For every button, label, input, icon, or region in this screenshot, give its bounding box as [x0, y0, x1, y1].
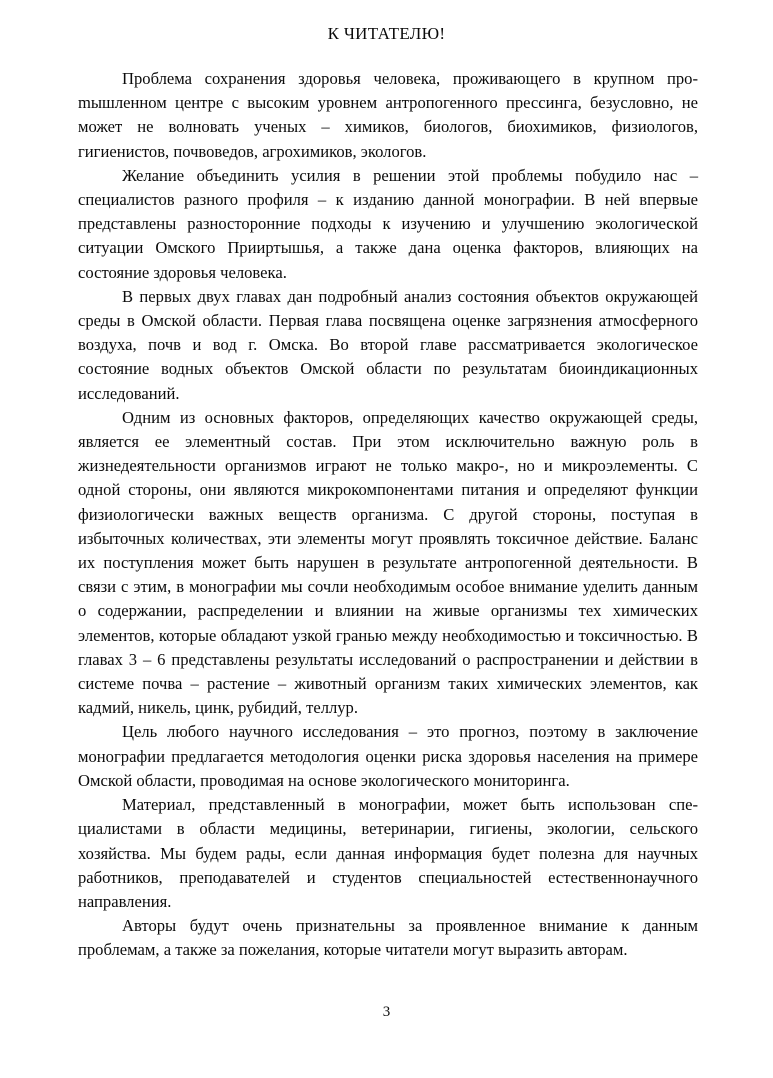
page-title: К ЧИТАТЕЛЮ!: [327, 24, 446, 43]
paragraph-6: Материал, представленный в монографии, может быть использован специалистами в области медицины, ветеринарии, гигиены, экологии, сельского хозяйства. Мы будем рады, если данная информация будет полезна для научных работников, преподавателей и студентов специальностей естественнонаучного направления.: [78, 795, 698, 911]
paragraph-5: Цель любого научного исследования – это прогноз, поэтому в заключение монографии предлагается методология оценки риска здоровья населения на примере Омской области, проводимая на основе экологического мониторинга.: [78, 722, 698, 790]
paragraph-1: Проблема сохранения здоровья человека, проживающего в крупном проmышленном центре с высоким уровнем антропогенного прессинга, безусловно, не может не волновать ученых – химиков, биологов, биохимиков, физиологов, гигиенистов, почвоведов, агрохимиков, экологов.: [78, 69, 698, 161]
body-text: [78, 67, 698, 963]
page-number: 3: [382, 1004, 391, 1020]
paragraph-4: Одним из основных факторов, определяющих качество окружающей среды, является ее элементный состав. При этом исключительно важную роль в жизнедеятельности организмов играют не только макро-, но и микроэлементы. С одной стороны, они являются микрокомпонентами питания и определяют функции физиологически важных веществ организма. С другой стороны, поступая в избыточных количествах, эти элементы могут проявлять токсичное действие. Баланс их поступления может быть нарушен в результате антропогенной деятельности. В связи с этим, в монографии мы сочли необходимым особое внимание уделить данным о содержании, распределении и влиянии на живые организмы тех химических элементов, которые обладают узкой гранью между необходимостью и токсичностью. В главах 3 – 6 представлены результаты исследований о распространении и действии в системе почва – растение – животный организм таких химических элементов, как кадмий, никель, цинк, рубидий, теллур.: [78, 407, 698, 718]
paragraph-7: Авторы будут очень признательны за проявленное внимание к данным проблемам, а также за пожелания, которые читатели могут выразить авторам.: [78, 916, 698, 960]
paragraph-3: В первых двух главах дан подробный анализ состояния объектов окружающей среды в Омской области. Первая глава посвящена оценке загрязнения атмосферного воздуха, почв и вод г. Омска. Во второй главе рассматривается экологическое состояние водных объектов Омской области по результатам биоиндикационных исследований.: [78, 286, 698, 403]
paragraph-2: Желание объединить усилия в решении этой проблемы побудило нас – специалистов разного профиля – к изданию данной монографии. В ней впервые представлены разносторонние подходы к изучению и улучшению экологической ситуации Омского Прииртышья, а также дана оценка факторов, влияющих на состояние здоровья человека.: [78, 165, 698, 282]
